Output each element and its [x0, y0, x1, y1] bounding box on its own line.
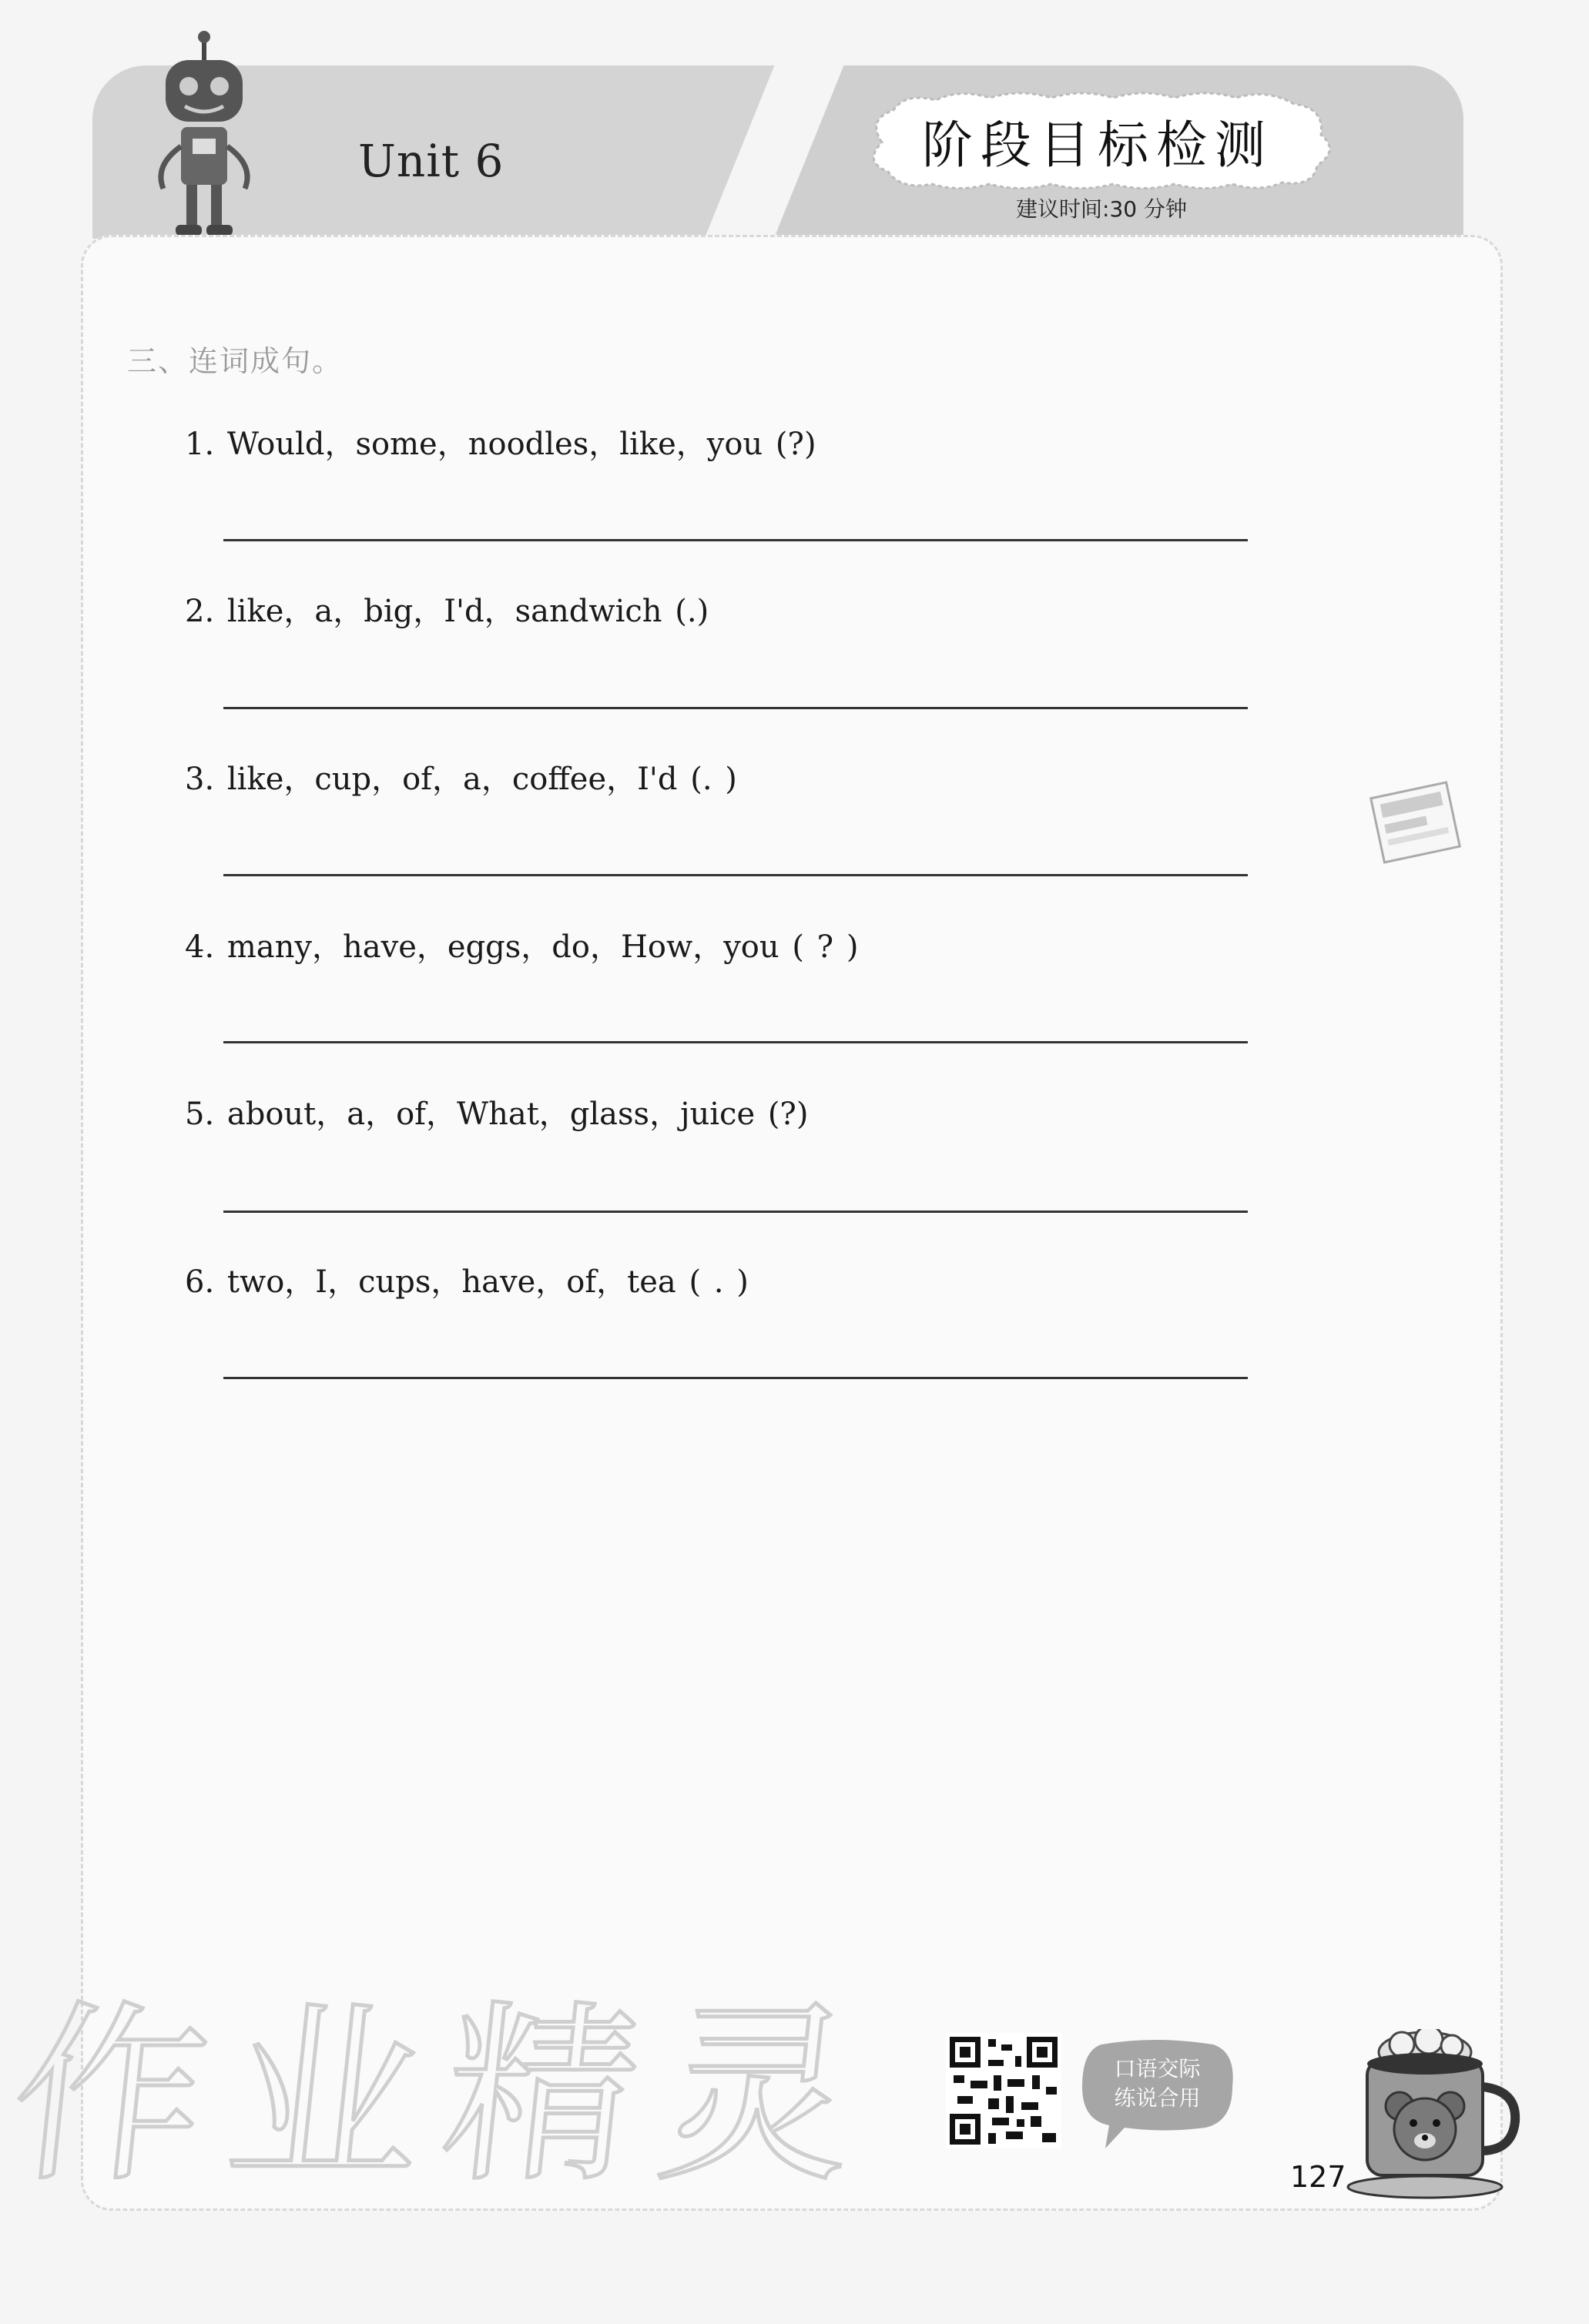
stamp-icon	[1363, 770, 1471, 878]
answer-line-2[interactable]	[223, 707, 1248, 709]
bubble-line-1: 口语交际	[1114, 2056, 1201, 2081]
page-number: 127	[1290, 2160, 1346, 2194]
question-6: 6. two，I，cups，have，of，tea ( . )	[185, 1264, 749, 1300]
bubble-line-2: 练说合用	[1114, 2085, 1201, 2111]
exercise-card	[81, 235, 1503, 2211]
section-title: 三、连词成句。	[127, 344, 344, 378]
question-2: 2. like，a，big，I'd，sandwich (.)	[185, 594, 709, 629]
stage-title: 阶段目标检测	[922, 116, 1273, 175]
watermark-text: 作业精灵	[2, 1984, 889, 2208]
question-5: 5. about，a，of，What，glass，juice (?)	[185, 1097, 809, 1132]
robot-icon	[146, 31, 262, 239]
answer-line-4[interactable]	[223, 1041, 1248, 1043]
answer-line-1[interactable]	[223, 539, 1248, 541]
answer-line-6[interactable]	[223, 1377, 1248, 1379]
unit-title: Unit 6	[358, 135, 505, 187]
answer-line-3[interactable]	[223, 874, 1248, 876]
question-4: 4. many，have，eggs，do，How，you ( ? )	[185, 929, 859, 965]
question-1: 1. Would，some，noodles，like，you (?)	[185, 427, 816, 462]
qr-code-icon[interactable]	[946, 2033, 1061, 2148]
bubble-text	[1090, 2054, 1225, 2113]
bear-mug-icon	[1344, 2029, 1521, 2202]
question-3: 3. like，cup，of，a，coffee，I'd (. )	[185, 762, 737, 797]
answer-line-5[interactable]	[223, 1211, 1248, 1213]
time-hint: 建议时间:30 分钟	[1016, 196, 1187, 222]
